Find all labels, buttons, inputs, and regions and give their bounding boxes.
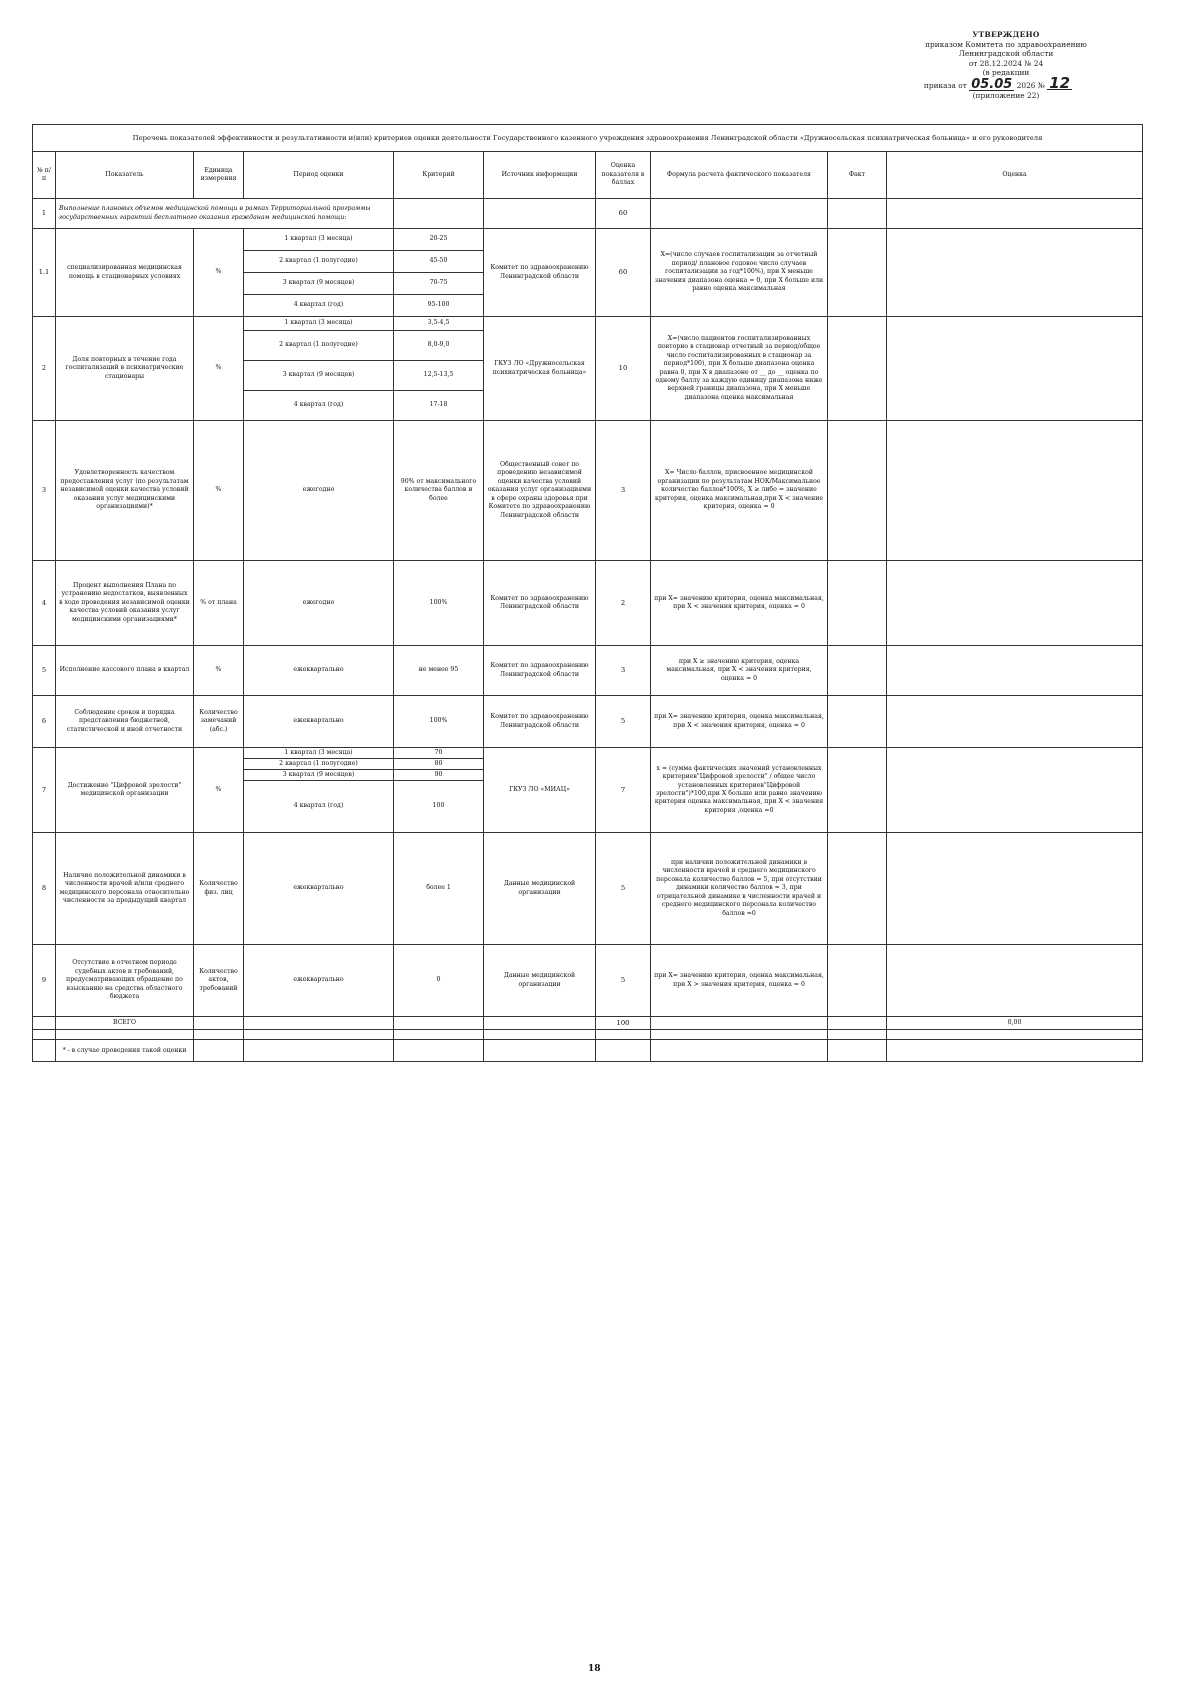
approval-line2: Ленинградской области (958, 49, 1054, 59)
table-row (33, 421, 1143, 561)
row-num: 1 (33, 199, 56, 229)
row-criterion: 100 (394, 781, 484, 833)
table-row (33, 229, 1143, 251)
row-formula: при Х ≥ значению критерия, оценка максимальная, при Х < значения критерия, оценка = 0 (651, 646, 828, 696)
row-period: 1 квартал (3 месяца) (244, 748, 394, 759)
total-fact (828, 1017, 887, 1030)
row-source: Данные медицинской организации (484, 945, 596, 1017)
table-title: Перечень показателей эффективности и результативности и(или) критериев оценки деятельности Государственного казенного учреждения здравоохранения Ленинградской области «Дружносельская психиатрическая больница» и его руководителя (33, 125, 1143, 152)
approval-heading: УТВЕРЖДЕНО (972, 30, 1040, 39)
row-num: 1.1 (33, 229, 56, 317)
row-formula: при Х= значению критерия, оценка максимальная, при Х < значения критерия, оценка = 0 (651, 561, 828, 646)
row-source (484, 199, 596, 229)
indicators-table (32, 124, 1143, 1062)
row-period: ежеквартально (244, 945, 394, 1017)
header-points: Оценка показателя в баллах (596, 152, 651, 199)
header-indicator: Показатель (56, 152, 194, 199)
row-indicator: специализированная медицинская помощь в стационарных условиях (56, 229, 194, 317)
row-fact (828, 696, 887, 748)
row-num: 9 (33, 945, 56, 1017)
row-formula: Х=(число пациентов госпитализированных повторно в стационар отчетный за период/общее число госпитализированных в стационар за период*100), при Х больше диапазона оценка равна 0, при Х в диапазоне от __ до __ оценка по одному баллу за каждую единицу диапазона ниже верхней границы диапазона, при Х меньше диапазона оценка максимальная (651, 317, 828, 421)
approval-line4: (в редакции (982, 68, 1030, 78)
spacer-cell (33, 1030, 56, 1040)
row-fact (828, 945, 887, 1017)
row-period: 3 квартал (9 месяцев) (244, 273, 394, 295)
header-unit: Единица измерения (194, 152, 244, 199)
row-criterion: более 1 (394, 833, 484, 945)
row-points: 3 (596, 421, 651, 561)
row-assessment (887, 561, 1143, 646)
approval-order-year: 2026 № (1016, 80, 1045, 90)
total-formula (651, 1017, 828, 1030)
spacer-cell (194, 1030, 244, 1040)
header-num: № п/п (33, 152, 56, 199)
row-period: 2 квартал (1 полугодие) (244, 759, 394, 770)
row-points: 2 (596, 561, 651, 646)
row-unit: % от плана (194, 561, 244, 646)
row-period: 4 квартал (год) (244, 391, 394, 421)
table-row (33, 317, 1143, 331)
row-source: Общественный совет по проведению независимой оценки качества условий оказания услуг организациями в сфере охраны здоровья при Комитете по здравоохранению Ленинградской области (484, 421, 596, 561)
spacer-cell (244, 1030, 394, 1040)
header-period: Период оценки (244, 152, 394, 199)
row-unit: Количество актов, требований (194, 945, 244, 1017)
footnote-cell (244, 1040, 394, 1062)
spacer-cell (56, 1030, 194, 1040)
table-row (33, 561, 1143, 646)
row-assessment (887, 748, 1143, 833)
row-indicator: Соблюдение сроков и порядка представления бюджетной, статистической и иной отчетности (56, 696, 194, 748)
row-num: 2 (33, 317, 56, 421)
row-unit: Количество замечаний (абс.) (194, 696, 244, 748)
footnote-cell (887, 1040, 1143, 1062)
spacer-cell (394, 1030, 484, 1040)
row-fact (828, 561, 887, 646)
footnote-cell (194, 1040, 244, 1062)
row-indicator: Выполнение плановых объемов медицинской помощи в рамках Территориальной программы государственных гарантий бесплатного оказания гражданам медицинской помощи: (56, 199, 394, 229)
handwritten-order-number: 12 (1049, 73, 1071, 92)
row-indicator: Исполнение кассового плана в квартал (56, 646, 194, 696)
row-assessment (887, 696, 1143, 748)
row-source: ГКУЗ ЛО «Дружносельская психиатрическая больница» (484, 317, 596, 421)
footnote-cell (596, 1040, 651, 1062)
row-criterion: 90% от максимального количества баллов и более (394, 421, 484, 561)
row-fact (828, 229, 887, 317)
handwritten-order-date: 05.05 (971, 76, 1013, 92)
row-period: 3 квартал (9 месяцев) (244, 770, 394, 781)
spacer-cell (828, 1030, 887, 1040)
row-formula: х = (сумма фактических значений установленных критериев"Цифровой зрелости" / общее число установленных критериев"Цифровой зрелости")*100,при Х больше или равно значению критерия оценка максимальная, при Х < значения критерия ,оценка =0 (651, 748, 828, 833)
row-points: 60 (596, 199, 651, 229)
row-formula: Х= Число баллов, присвоенное медицинской организации по результатам НОК/Максимальное количество баллов*100%, Х ≥ либо = значение критерия, оценка максимальная,при Х < значение критерия, оценка = 0 (651, 421, 828, 561)
row-criterion: 100% (394, 561, 484, 646)
total-unit (194, 1017, 244, 1030)
header-fact: Факт (828, 152, 887, 199)
footnote-row (33, 1040, 1143, 1062)
row-num: 3 (33, 421, 56, 561)
row-num: 8 (33, 833, 56, 945)
row-assessment (887, 199, 1143, 229)
row-unit: % (194, 317, 244, 421)
row-assessment (887, 421, 1143, 561)
row-points: 5 (596, 696, 651, 748)
row-period: ежеквартально (244, 646, 394, 696)
row-period: 2 квартал (1 полугодие) (244, 251, 394, 273)
row-fact (828, 421, 887, 561)
header-source: Источник информации (484, 152, 596, 199)
row-points: 5 (596, 945, 651, 1017)
row-assessment (887, 945, 1143, 1017)
row-criterion: 0 (394, 945, 484, 1017)
table-row (33, 748, 1143, 759)
spacer-row (33, 1030, 1143, 1040)
row-source: Данные медицинской организации (484, 833, 596, 945)
row-fact (828, 199, 887, 229)
row-points: 7 (596, 748, 651, 833)
footnote-cell (394, 1040, 484, 1062)
row-period: 1 квартал (3 месяца) (244, 229, 394, 251)
row-criterion: 20-25 (394, 229, 484, 251)
header-formula: Формула расчета фактического показателя (651, 152, 828, 199)
table-row (33, 199, 1143, 229)
table-title-row (33, 125, 1143, 152)
row-assessment (887, 646, 1143, 696)
row-period: 1 квартал (3 месяца) (244, 317, 394, 331)
row-criterion: 12,5-13,5 (394, 361, 484, 391)
header-assessment: Оценка (887, 152, 1143, 199)
row-source: ГКУЗ ЛО «МИАЦ» (484, 748, 596, 833)
row-points: 60 (596, 229, 651, 317)
row-criterion: 95-100 (394, 295, 484, 317)
row-formula: при Х= значению критерия, оценка максимальная, при Х < значения критерия, оценка = 0 (651, 696, 828, 748)
row-period: 4 квартал (год) (244, 295, 394, 317)
row-period: ежегодно (244, 421, 394, 561)
row-fact (828, 317, 887, 421)
row-source: Комитет по здравоохранению Ленинградской области (484, 696, 596, 748)
spacer-cell (484, 1030, 596, 1040)
row-indicator: Процент выполнения Плана по устранению недостатков, выявленных в ходе проведения независимой оценки качества условий оказания услуг медицинскими организациями* (56, 561, 194, 646)
row-period: ежегодно (244, 561, 394, 646)
row-fact (828, 748, 887, 833)
table-row (33, 945, 1143, 1017)
row-indicator: Доля повторных в течение года госпитализаций в психиатрические стационары (56, 317, 194, 421)
row-formula (651, 199, 828, 229)
row-criterion: 3,5-4,5 (394, 317, 484, 331)
row-formula: Х=(число случаев госпитализации за отчетный период/ плановое годовое число случаев госпитализации за год*100%), при Х меньше значения диапазона оценка = 0, при Х больше или равно оценка максимальная (651, 229, 828, 317)
row-source: Комитет по здравоохранению Ленинградской области (484, 646, 596, 696)
row-criterion: не менее 95 (394, 646, 484, 696)
row-fact (828, 833, 887, 945)
row-fact (828, 646, 887, 696)
approval-line1: приказом Комитета по здравоохранению (925, 39, 1087, 49)
spacer-cell (596, 1030, 651, 1040)
approval-line3: от 28.12.2024 № 24 (968, 58, 1044, 68)
row-unit: % (194, 421, 244, 561)
approval-order-prefix: приказа от (923, 80, 967, 90)
row-indicator: Достижение "Цифровой зрелости" медицинской организации (56, 748, 194, 833)
row-criterion: 8,0-9,0 (394, 331, 484, 361)
row-source: Комитет по здравоохранению Ленинградской области (484, 561, 596, 646)
footnote-text: * - в случае проведения такой оценки (56, 1040, 194, 1062)
row-points: 5 (596, 833, 651, 945)
spacer-cell (651, 1030, 828, 1040)
row-criterion: 45-50 (394, 251, 484, 273)
total-points: 100 (596, 1017, 651, 1030)
row-unit: Количество физ. лиц (194, 833, 244, 945)
footnote-cell (828, 1040, 887, 1062)
row-indicator: Отсутствие в отчетном периоде судебных актов и требований, предусматривающих обращение по взысканию на средства областного бюджета (56, 945, 194, 1017)
footnote-cell (651, 1040, 828, 1062)
approval-stamp (906, 30, 1106, 101)
row-criterion: 90 (394, 770, 484, 781)
total-criterion (394, 1017, 484, 1030)
footnote-num (33, 1040, 56, 1062)
row-unit: % (194, 748, 244, 833)
row-indicator: Наличие положительной динамики в численности врачей и/или среднего медицинского персонала относительно численности за предыдущий квартал (56, 833, 194, 945)
row-period: 4 квартал (год) (244, 781, 394, 833)
total-row (33, 1017, 1143, 1030)
row-assessment (887, 833, 1143, 945)
page-number: 18 (588, 1664, 601, 1674)
row-assessment (887, 229, 1143, 317)
row-points: 3 (596, 646, 651, 696)
approval-appendix: (приложение 22) (972, 90, 1040, 100)
footnote-cell (484, 1040, 596, 1062)
row-period: ежеквартально (244, 696, 394, 748)
row-period: ежеквартально (244, 833, 394, 945)
table-header-row (33, 152, 1143, 199)
row-assessment (887, 317, 1143, 421)
row-formula: при наличии положительной динамики в численности врачей и среднего медицинского персонала количество баллов = 5, при отсутствии динамики количество баллов = 3, при отрицательной динамике в численности врачей и среднего медицинского персонала количество баллов =0 (651, 833, 828, 945)
row-criterion: 17-18 (394, 391, 484, 421)
row-unit: % (194, 229, 244, 317)
row-criterion: 80 (394, 759, 484, 770)
row-num: 6 (33, 696, 56, 748)
row-period: 2 квартал (1 полугодие) (244, 331, 394, 361)
row-num: 5 (33, 646, 56, 696)
row-formula: при Х= значению критерия, оценка максимальная, при Х > значения критерия, оценка = 0 (651, 945, 828, 1017)
row-indicator: Удовлетворенность качеством предоставления услуг (по результатам независимой оценки качества условий оказания услуг медицинскими организациями)* (56, 421, 194, 561)
row-criterion: 70-75 (394, 273, 484, 295)
spacer-cell (887, 1030, 1143, 1040)
total-assessment: 0,00 (887, 1017, 1143, 1030)
total-period (244, 1017, 394, 1030)
row-source: Комитет по здравоохранению Ленинградской области (484, 229, 596, 317)
row-criterion: 70 (394, 748, 484, 759)
row-criterion: 100% (394, 696, 484, 748)
total-label: ВСЕГО (56, 1017, 194, 1030)
row-criterion (394, 199, 484, 229)
total-source (484, 1017, 596, 1030)
table-row (33, 646, 1143, 696)
row-num: 7 (33, 748, 56, 833)
row-unit: % (194, 646, 244, 696)
header-criterion: Критерий (394, 152, 484, 199)
row-points: 10 (596, 317, 651, 421)
table-row (33, 833, 1143, 945)
table-row (33, 696, 1143, 748)
row-period: 3 квартал (9 месяцев) (244, 361, 394, 391)
total-num (33, 1017, 56, 1030)
row-num: 4 (33, 561, 56, 646)
